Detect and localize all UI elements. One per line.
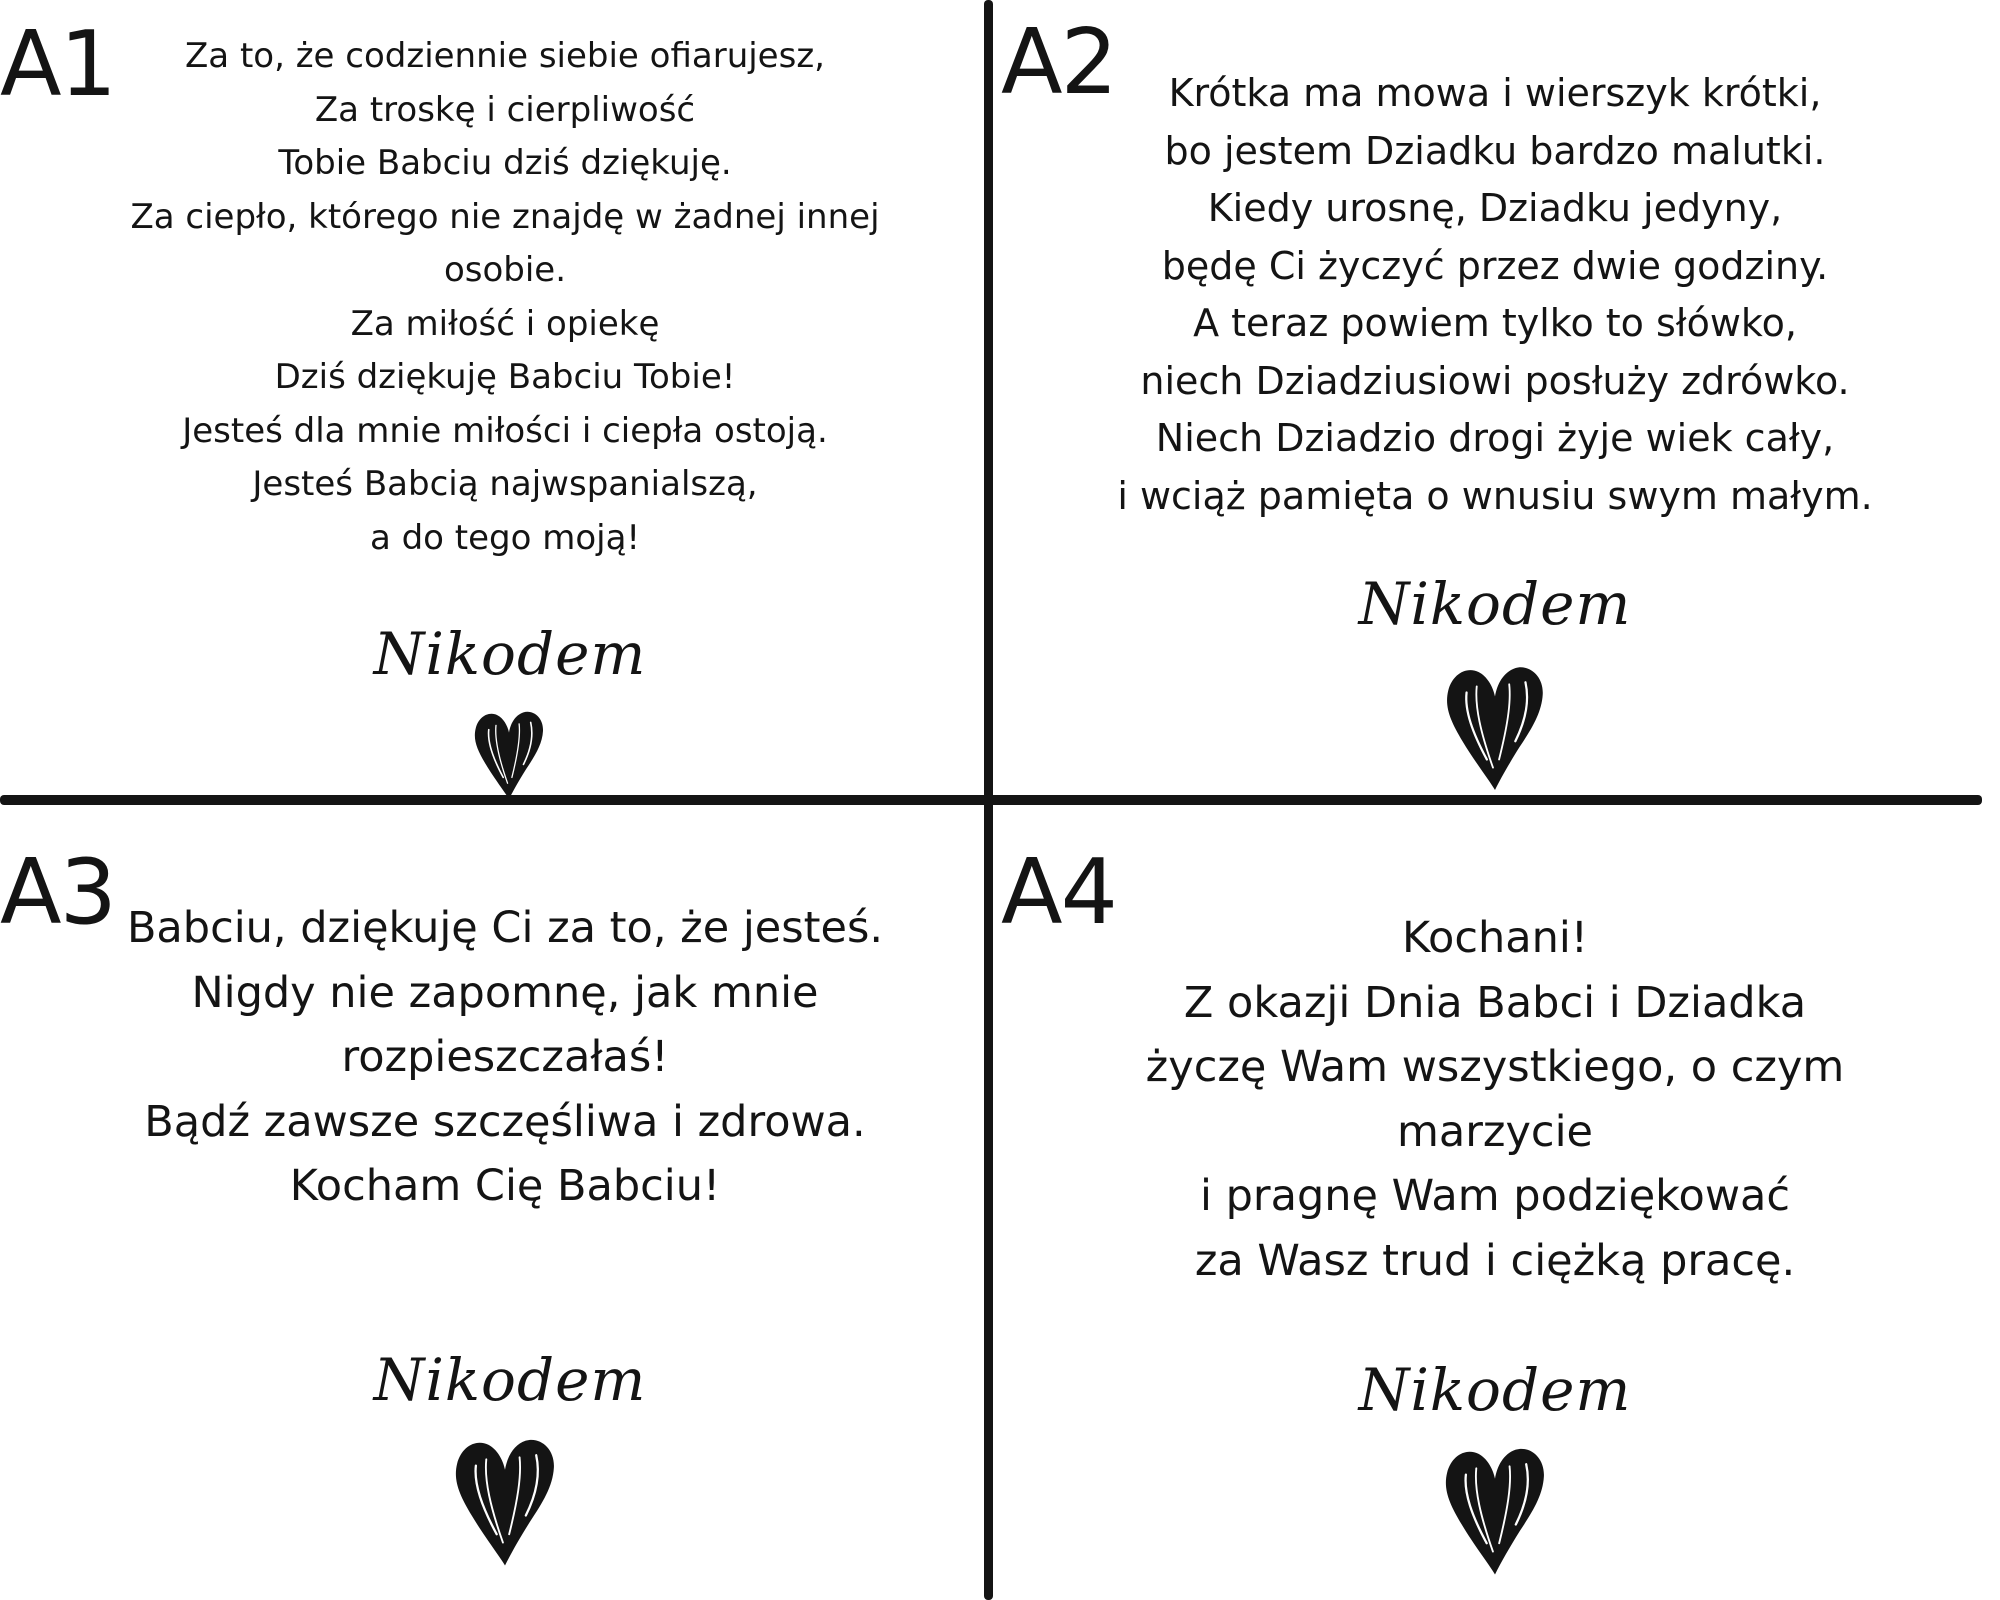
poem-line: Krótka ma mowa i wierszyk krótki, xyxy=(1168,71,1822,115)
poem-line: Jesteś Babcią najwspanialszą, xyxy=(252,464,758,504)
poem-line: Za to, że codziennie siebie ofiarujesz, xyxy=(185,36,825,76)
poem-line: Tobie Babciu dziś dziękuję. xyxy=(278,143,732,183)
card-label: A2 xyxy=(1001,10,1116,115)
poem-line: Jesteś dla mnie miłości i ciepła ostoją. xyxy=(182,410,828,451)
card-label: A3 xyxy=(0,840,115,945)
signature: Nikodem xyxy=(373,1346,647,1414)
poem-line: bo jestem Dziadku bardzo malutki. xyxy=(1164,128,1826,173)
card-label: A1 xyxy=(0,12,115,117)
poem-line: Dziś dziękuję Babciu Tobie! xyxy=(274,357,736,397)
heart-icon xyxy=(1443,1442,1547,1580)
poem-line: Babciu, dziękuję Ci za to, że jesteś. xyxy=(126,903,884,953)
poem-line: osobie. xyxy=(443,250,567,290)
heart-icon xyxy=(453,1432,557,1572)
card-a1 xyxy=(0,0,980,795)
poem-line: Za troskę i cierpliwość xyxy=(314,89,696,130)
poem-text xyxy=(110,896,900,1219)
poem-text xyxy=(1105,65,1885,525)
card-a4 xyxy=(995,806,1995,1600)
poem-line: i wciąż pamięta o wnusiu swym małym. xyxy=(1117,473,1873,518)
poem-text xyxy=(100,30,910,565)
poem-line: rozpieszczałaś! xyxy=(341,1032,669,1082)
signature: Nikodem xyxy=(373,620,647,688)
signature: Nikodem xyxy=(1358,570,1632,638)
poem-line: A teraz powiem tylko to słówko, xyxy=(1193,301,1797,345)
poem-line: życzę Wam wszystkiego, o czym xyxy=(1145,1042,1845,1092)
poem-line: za Wasz trud i ciężką pracę. xyxy=(1194,1235,1796,1286)
poem-line: Niech Dziadzio drogi żyje wiek cały, xyxy=(1155,416,1835,460)
poem-line: Kiedy urosnę, Dziadku jedyny, xyxy=(1207,186,1783,230)
poem-line: Bądź zawsze szczęśliwa i zdrowa. xyxy=(144,1096,866,1147)
poem-line: Nigdy nie zapomnę, jak mnie xyxy=(191,967,819,1018)
poem-line: niech Dziadziusiowi posłuży zdrówko. xyxy=(1140,358,1850,403)
poem-line: będę Ci życzyć przez dwie godziny. xyxy=(1161,243,1829,288)
poem-line: Za miłość i opiekę xyxy=(350,303,660,344)
poem-line: Kochani! xyxy=(1401,913,1589,963)
card-a2 xyxy=(995,0,1995,795)
heart-icon xyxy=(466,708,552,802)
poem-line: a do tego moją! xyxy=(369,517,641,558)
horizontal-divider xyxy=(0,795,1982,805)
poem-line: Z okazji Dnia Babci i Dziadka xyxy=(1183,977,1807,1028)
poem-text xyxy=(1105,906,1885,1293)
card-label: A4 xyxy=(1001,840,1116,945)
heart-icon xyxy=(1443,662,1547,794)
card-a3 xyxy=(0,806,980,1600)
poem-line: Za ciepło, którego nie znajdę w żadnej innej xyxy=(130,196,880,237)
poem-line: i pragnę Wam podziękować xyxy=(1200,1171,1790,1221)
poem-line: marzycie xyxy=(1397,1106,1593,1157)
signature: Nikodem xyxy=(1358,1356,1632,1424)
poem-line: Kocham Cię Babciu! xyxy=(289,1161,721,1211)
